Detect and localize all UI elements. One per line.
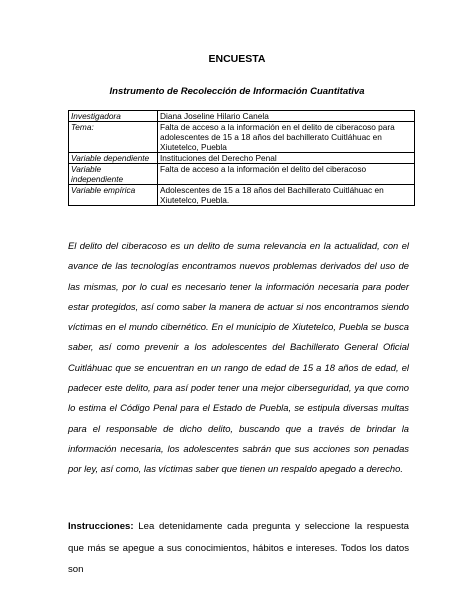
row-value: Instituciones del Derecho Penal [158,153,415,164]
instructions-label: Instrucciones: [68,521,134,532]
row-label: Variable dependiente [69,153,158,164]
row-label: Variable independiente [69,164,158,185]
document-subtitle: Instrumento de Recolección de Información Cuantitativa [109,86,365,97]
row-value: Adolescentes de 15 a 18 años del Bachillerato Cuitláhuac en Xiutetelco, Puebla. [158,185,415,206]
row-label: Investigadora [69,111,158,122]
table-row [69,153,415,164]
intro-paragraph: El delito del ciberacoso es un delito de suma relevancia en la actualidad, con el avance de las tecnologías encontramos nuevos problemas derivados del uso de las mismas, por lo cual es necesario tener la información necesaria para poder estar protegidos, así como saber la manera de actuar si nos encontramos siendo víctimas en el mundo cibernético. En el municipio de Xiutetelco, Puebla se busca saber, así como prevenir a los adolescentes del Bachillerato General Oficial Cuitláhuac que se encuentran en un rango de edad de 15 a 18 años de edad, el padecer este delito, para así poder tener una mejor ciberseguridad, ya que como lo estima el Código Penal para el Estado de Puebla, se estipula diversas multas para el responsable de dicho delito, buscando que a través de brindar la información necesaria, los adolescentes sabrán que sus acciones son penadas por ley, así como, las víctimas saber que tienen un respaldo apegado a derecho. [68,240,409,475]
research-info-table [68,110,415,206]
document-title: ENCUESTA [208,53,266,65]
table-row [69,185,415,206]
row-value: Falta de acceso a la información el delito del ciberacoso [158,164,415,185]
row-value: Falta de acceso a la información en el delito de ciberacoso para adolescentes de 15 a 18 años del bachillerato Cuitláhuac en Xiutetelco, Puebla [158,122,415,153]
row-value: Diana Joseline Hilario Canela [158,111,415,122]
table-row [69,164,415,185]
table-row [69,111,415,122]
intro-section [68,236,409,480]
instructions-paragraph [68,516,409,581]
instructions-text: Lea detenidamente cada pregunta y seleccione la respuesta que más se apegue a sus conocimientos, hábitos e intereses. Todos los datos son [68,521,409,575]
table-row [69,122,415,153]
instructions-section [68,516,409,581]
row-label: Variable empírica [69,185,158,206]
row-label: Tema: [69,122,158,153]
